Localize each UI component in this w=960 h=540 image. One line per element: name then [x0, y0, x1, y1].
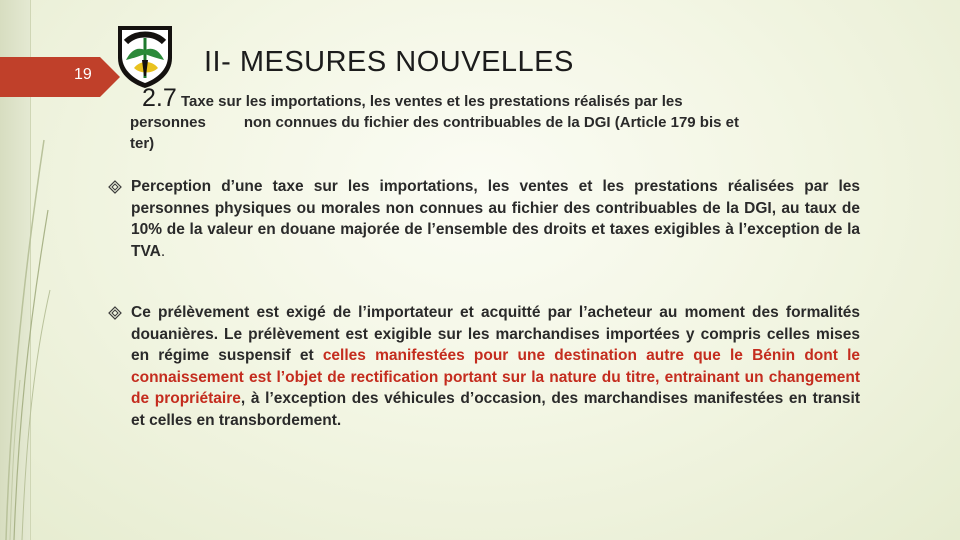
slide-number: 19	[74, 66, 92, 83]
section-number: 2.7	[142, 84, 177, 112]
bullet-1-text: Perception d’une taxe sur les importations, les ventes et les prestations réalisées par les personnes physiques ou morales non connues au fichier des contribuables de la DGI, au taux de 10% de la valeur en douane majorée de l’ensemble des droits et taxes exigibles à l’exception de la TVA	[131, 178, 860, 260]
bullet-item	[108, 176, 860, 262]
slide-number-tab	[0, 57, 120, 97]
bullet-2-highlight: celles manifestées pour une destination autre que le Bénin dont le connaissement est l’objet de rectification portant sur la nature du titre, entrainant un changement de propriétaire	[131, 347, 860, 407]
subtitle-line-2	[130, 112, 870, 133]
page-title: II- MESURES NOUVELLES	[204, 46, 574, 78]
subtitle-line-2a: personnes	[130, 114, 206, 131]
bullet-2-text-b: , à l’exception des véhicules d’occasion, des marchandises manifestées en transit et celles en transbordement.	[131, 390, 861, 429]
diamond-bullet-icon	[108, 306, 122, 320]
diamond-bullet-icon	[108, 180, 122, 194]
bullet-item	[108, 302, 860, 431]
bullet-2-text-a: Ce prélèvement est exigé de l’importateur et acquitté par l’acheteur au moment des formalités douanières. Le prélèvement est exigible sur les marchandises importées y compris celles mises en régime suspensif et	[131, 304, 860, 364]
subtitle-line-2b: non connues du fichier des contribuables de la DGI (Article 179 bis et	[243, 114, 739, 131]
bullet-1-end: .	[160, 242, 166, 260]
section-subtitle	[130, 84, 870, 154]
dgi-emblem-logo	[112, 20, 178, 90]
subtitle-line-1: Taxe sur les importations, les ventes et les prestations réalisés par les	[180, 93, 683, 110]
subtitle-line-3: ter)	[130, 135, 155, 152]
